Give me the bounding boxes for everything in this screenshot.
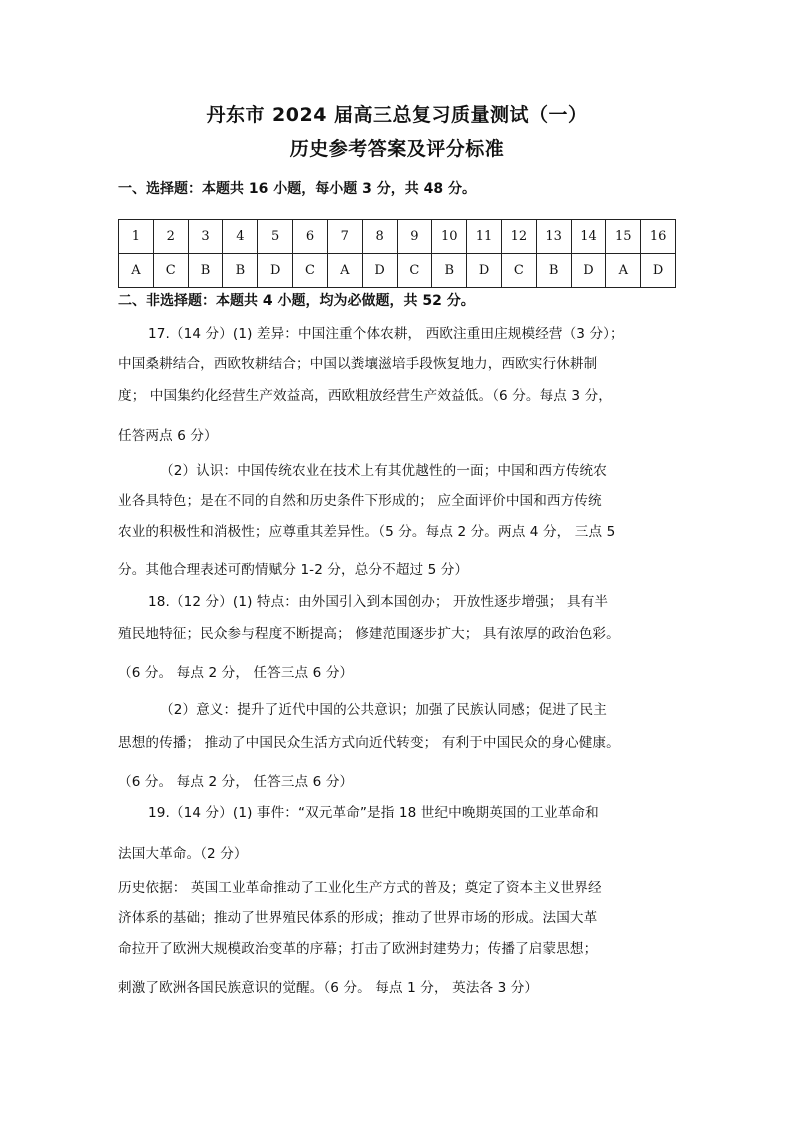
- question-number-cell: 12: [501, 220, 536, 254]
- question-number-cell: 10: [432, 220, 467, 254]
- question-number-cell: 11: [467, 220, 502, 254]
- answer-cell: D: [641, 254, 676, 288]
- question-number-cell: 13: [536, 220, 571, 254]
- answer-cell: D: [467, 254, 502, 288]
- answer-text-line: （2）认识：中国传统农业在技术上有其优越性的一面；中国和西方传统农: [160, 463, 607, 479]
- question-number-cell: 1: [119, 220, 154, 254]
- answer-cell: D: [362, 254, 397, 288]
- answer-text-line: 殖民地特征；民众参与程度不断提高； 修建范围逐步扩大； 具有浓厚的政治色彩。: [118, 626, 620, 642]
- answer-text-line: 19.（14 分）(1) 事件：“双元革命”是指 18 世纪中晚期英国的工业革命和: [148, 805, 599, 821]
- section-free-response-heading: 二、非选择题：本题共 4 小题，均为必做题，共 52 分。: [118, 293, 475, 309]
- answer-cell: B: [432, 254, 467, 288]
- question-number-cell: 5: [258, 220, 293, 254]
- answer-cell: A: [119, 254, 154, 288]
- question-number-cell: 16: [641, 220, 676, 254]
- question-number-cell: 6: [293, 220, 328, 254]
- question-number-cell: 4: [223, 220, 258, 254]
- answer-cell: A: [327, 254, 362, 288]
- question-number-cell: 9: [397, 220, 432, 254]
- answer-text-line: （2）意义：提升了近代中国的公共意识；加强了民族认同感；促进了民主: [160, 702, 607, 718]
- answer-text-line: 法国大革命。（2 分）: [118, 846, 248, 862]
- question-number-cell: 14: [571, 220, 606, 254]
- answer-text-line: 农业的积极性和消极性；应尊重其差异性。（5 分。每点 2 分。两点 4 分， 三点 5: [118, 524, 616, 540]
- answer-row: [119, 254, 676, 288]
- answer-text-line: （6 分。 每点 2 分， 任答三点 6 分）: [118, 774, 354, 790]
- answer-cell: A: [606, 254, 641, 288]
- answer-text-line: 度； 中国集约化经营生产效益高，西欧粗放经营生产效益低。（6 分。每点 3 分，: [118, 388, 612, 404]
- answer-text-line: 18.（12 分）(1) 特点：由外国引入到本国创办； 开放性逐步增强； 具有半: [148, 594, 609, 610]
- answer-text-line: （6 分。 每点 2 分， 任答三点 6 分）: [118, 665, 354, 681]
- question-number-row: [119, 220, 676, 254]
- answer-cell: C: [153, 254, 188, 288]
- question-number-cell: 7: [327, 220, 362, 254]
- answer-text-line: 17.（14 分）(1) 差异：中国注重个体农耕， 西欧注重田庄规模经营（3 分）；: [148, 326, 624, 342]
- answer-cell: C: [397, 254, 432, 288]
- question-number-cell: 15: [606, 220, 641, 254]
- answer-text-line: 分。其他合理表述可酌情赋分 1-2 分，总分不超过 5 分）: [118, 562, 469, 578]
- question-number-cell: 2: [153, 220, 188, 254]
- answer-cell: C: [501, 254, 536, 288]
- answer-text-line: 历史依据： 英国工业革命推动了工业化生产方式的普及；奠定了资本主义世界经: [118, 880, 602, 896]
- answer-cell: D: [258, 254, 293, 288]
- answer-cell: B: [536, 254, 571, 288]
- answer-key-table: [118, 219, 676, 288]
- answer-cell: C: [293, 254, 328, 288]
- answer-cell: D: [571, 254, 606, 288]
- question-number-cell: 3: [188, 220, 223, 254]
- answer-cell: B: [223, 254, 258, 288]
- answer-cell: B: [188, 254, 223, 288]
- document-subtitle: 历史参考答案及评分标准: [289, 138, 505, 160]
- answer-text-line: 济体系的基础；推动了世界殖民体系的形成；推动了世界市场的形成。法国大革: [118, 910, 598, 926]
- document-title: 丹东市 2024 届高三总复习质量测试（一）: [206, 104, 588, 126]
- answer-text-line: 刺激了欧洲各国民族意识的觉醒。（6 分。 每点 1 分， 英法各 3 分）: [118, 980, 539, 996]
- answer-text-line: 中国桑耕结合，西欧牧耕结合；中国以粪壤滋培手段恢复地力，西欧实行休耕制: [118, 356, 598, 372]
- answer-text-line: 任答两点 6 分）: [118, 428, 218, 444]
- question-number-cell: 8: [362, 220, 397, 254]
- answer-text-line: 思想的传播； 推动了中国民众生活方式向近代转变； 有利于中国民众的身心健康。: [118, 735, 620, 751]
- answer-text-line: 业各具特色；是在不同的自然和历史条件下形成的； 应全面评价中国和西方传统: [118, 493, 602, 509]
- section-multiple-choice-heading: 一、选择题：本题共 16 小题，每小题 3 分，共 48 分。: [118, 181, 476, 197]
- answer-text-line: 命拉开了欧洲大规模政治变革的序幕；打击了欧洲封建势力；传播了启蒙思想；: [118, 941, 598, 957]
